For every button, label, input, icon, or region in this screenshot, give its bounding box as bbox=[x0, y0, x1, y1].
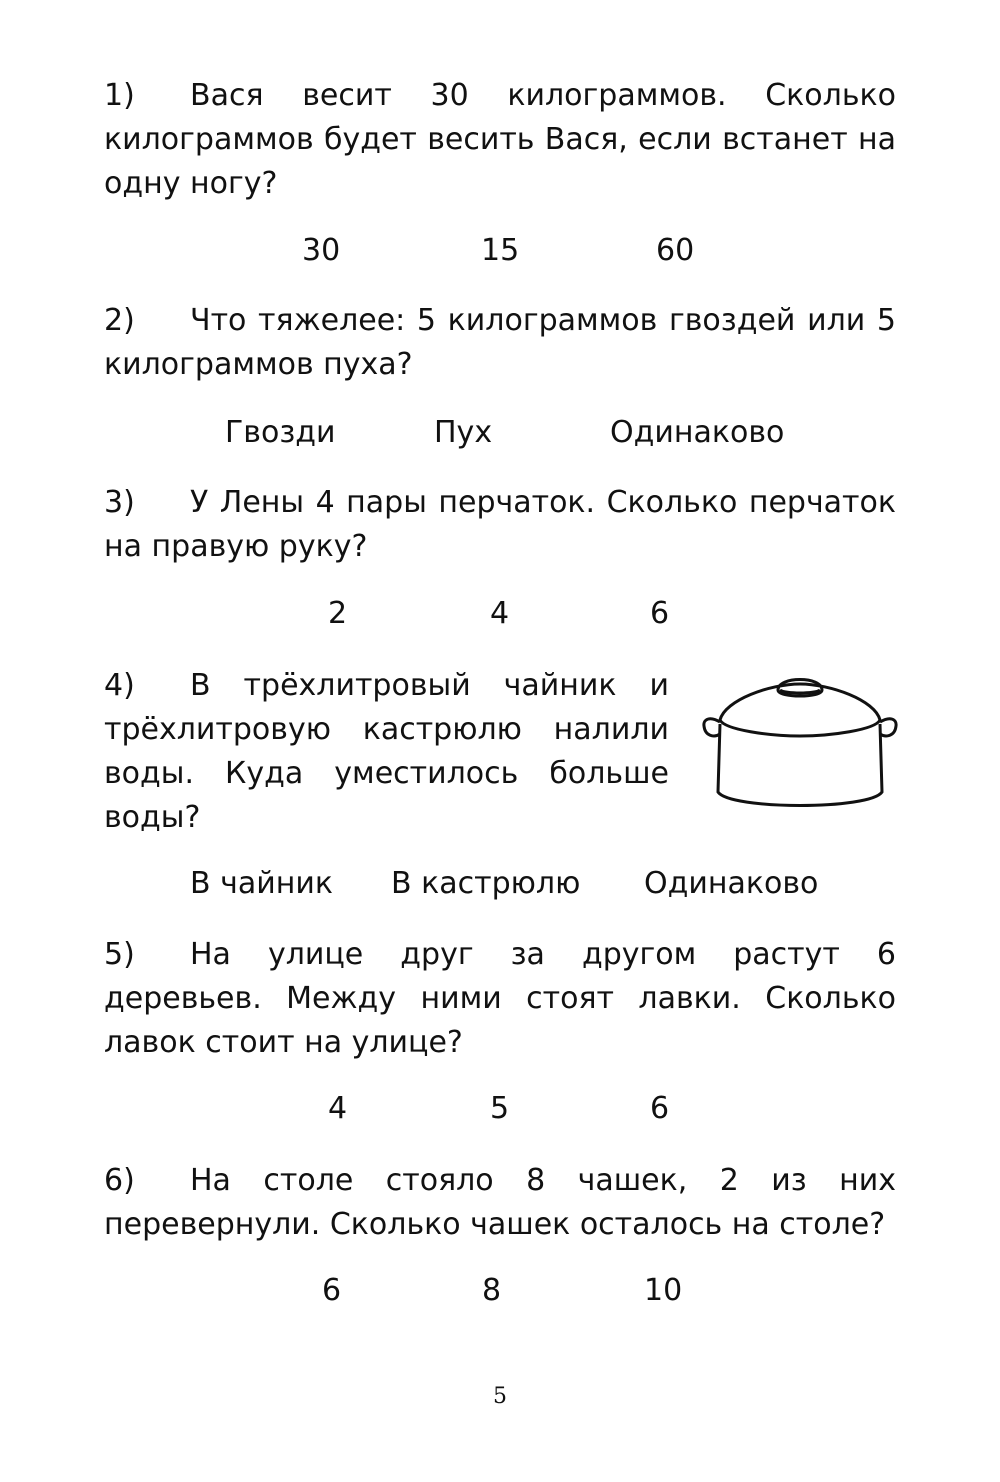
question-5-option-2[interactable]: 5 bbox=[490, 1091, 510, 1126]
question-6 bbox=[104, 1159, 896, 1247]
question-2-option-1[interactable]: Гвозди bbox=[225, 415, 336, 450]
question-3 bbox=[104, 481, 896, 569]
question-4 bbox=[104, 664, 669, 840]
question-1-text: Вася весит 30 килограммов. Сколько килограммов будет весить Вася, если встанет на одну ногу? bbox=[104, 78, 896, 201]
question-6-option-2[interactable]: 8 bbox=[482, 1273, 502, 1308]
question-4-option-3[interactable]: Одинаково bbox=[644, 866, 819, 901]
question-2-option-2[interactable]: Пух bbox=[434, 415, 493, 450]
question-4-option-2[interactable]: В кастрюлю bbox=[391, 866, 581, 901]
question-2 bbox=[104, 299, 896, 387]
cooking-pot-icon bbox=[700, 664, 900, 824]
question-3-option-3[interactable]: 6 bbox=[650, 596, 670, 631]
question-5-option-1[interactable]: 4 bbox=[328, 1091, 348, 1126]
question-5-number: 5) bbox=[104, 937, 135, 972]
question-5-option-3[interactable]: 6 bbox=[650, 1091, 670, 1126]
question-4-text: В трёхлитровый чайник и трёхлитровую кастрюлю налили воды. Куда уместилось больше воды? bbox=[104, 668, 669, 835]
question-1-option-1[interactable]: 30 bbox=[302, 233, 341, 268]
question-3-option-2[interactable]: 4 bbox=[490, 596, 510, 631]
question-5 bbox=[104, 933, 896, 1065]
question-6-text: На столе стояло 8 чашек, 2 из них перевернули. Сколько чашек осталось на столе? bbox=[104, 1163, 896, 1242]
question-3-option-1[interactable]: 2 bbox=[328, 596, 348, 631]
question-6-number: 6) bbox=[104, 1163, 135, 1198]
question-5-text: На улице друг за другом растут 6 деревьев. Между ними стоят лавки. Сколько лавок стоит на улице? bbox=[104, 937, 896, 1060]
question-6-option-3[interactable]: 10 bbox=[644, 1273, 683, 1308]
question-2-option-3[interactable]: Одинаково bbox=[610, 415, 785, 450]
question-6-option-1[interactable]: 6 bbox=[322, 1273, 342, 1308]
question-4-number: 4) bbox=[104, 668, 135, 703]
question-3-number: 3) bbox=[104, 485, 135, 520]
question-3-text: У Лены 4 пары перчаток. Сколько перчаток на правую руку? bbox=[104, 485, 896, 564]
question-4-option-1[interactable]: В чайник bbox=[190, 866, 333, 901]
question-2-number: 2) bbox=[104, 303, 135, 338]
question-1-option-3[interactable]: 60 bbox=[656, 233, 695, 268]
question-1-option-2[interactable]: 15 bbox=[481, 233, 520, 268]
question-1-number: 1) bbox=[104, 78, 135, 113]
question-2-text: Что тяжелее: 5 килограммов гвоздей или 5 килограммов пуха? bbox=[104, 303, 896, 382]
page-number: 5 bbox=[493, 1384, 507, 1409]
question-1 bbox=[104, 74, 896, 206]
